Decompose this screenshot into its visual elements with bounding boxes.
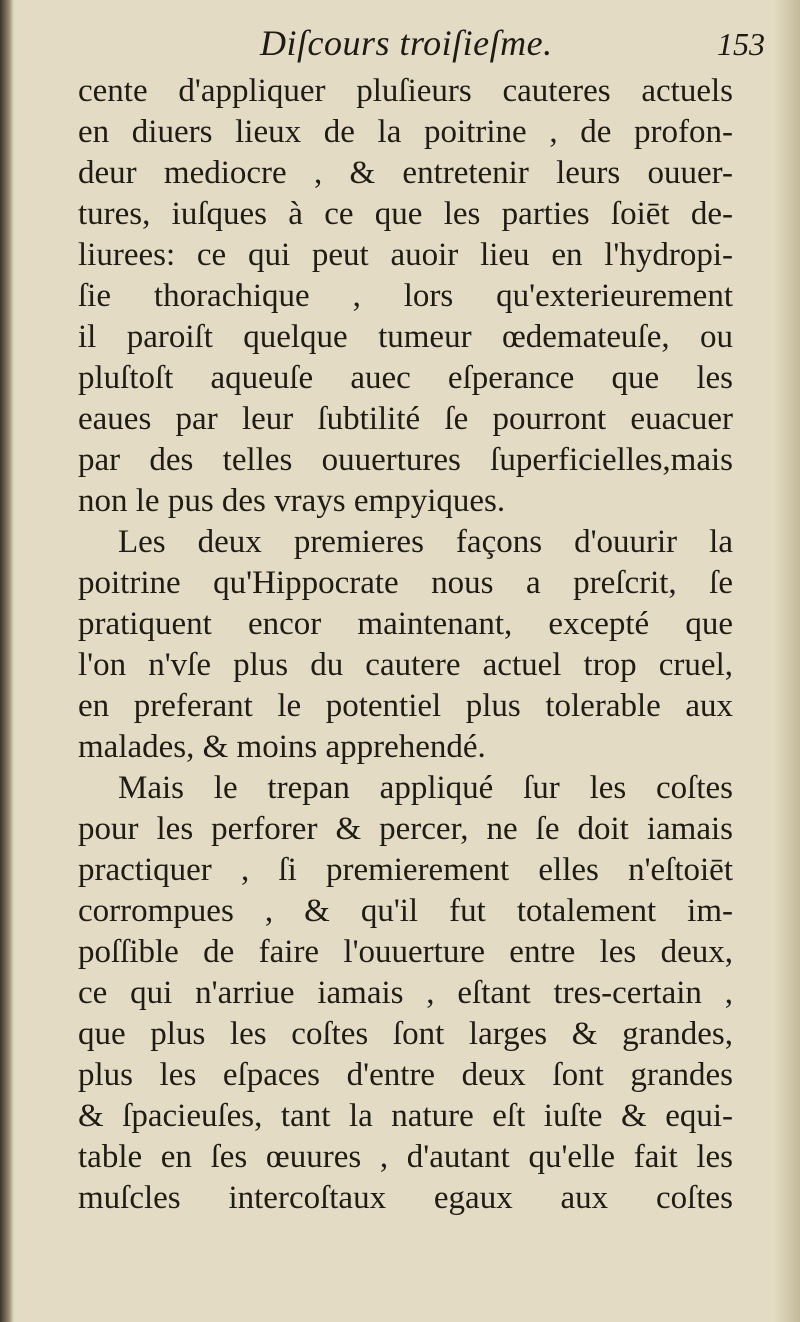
running-title: Diſcours troiſieſme. xyxy=(260,23,553,63)
text-line: que plus les coſtes ſont larges & grandes, xyxy=(78,1016,733,1052)
text-line: deur mediocre , & entretenir leurs ouuer- xyxy=(78,155,733,191)
text-line: par des telles ouuertures ſuperficielles,mais xyxy=(78,442,733,478)
text-line: muſcles intercoſtaux egaux aux coſtes xyxy=(78,1180,733,1216)
text-line: pratiquent encor maintenant, excepté que xyxy=(78,606,733,642)
paragraph-last-line: malades, & moins apprehendé. xyxy=(78,729,486,765)
text-line: ſie thorachique , lors qu'exterieurement xyxy=(78,278,733,314)
text-line: plus les eſpaces d'entre deux ſont grandes xyxy=(78,1057,733,1093)
paragraph-last-line: non le pus des vrays empyiques. xyxy=(78,483,506,519)
text-line: tures, iuſques à ce que les parties ſoiēt de- xyxy=(78,196,733,232)
text-line: pour les perforer & percer, ne ſe doit iamais xyxy=(78,811,733,847)
text-line: poſſible de faire l'ouuerture entre les deux, xyxy=(78,934,733,970)
page-header xyxy=(60,22,765,70)
text-line: & ſpacieuſes, tant la nature eſt iuſte & equi- xyxy=(78,1098,733,1134)
page-number: 153 xyxy=(717,26,765,62)
text-line: liurees: ce qui peut auoir lieu en l'hydropi- xyxy=(78,237,733,273)
paragraph-first-line: Les deux premieres façons d'ouurir la xyxy=(118,524,733,560)
text-line: table en ſes œuures , d'autant qu'elle fait les xyxy=(78,1139,733,1175)
text-line: eaues par leur ſubtilité ſe pourront euacuer xyxy=(78,401,733,437)
paragraph-first-line: Mais le trepan appliqué ſur les coſtes xyxy=(118,770,733,806)
body-text xyxy=(78,71,733,1219)
text-line: pluſtoſt aqueuſe auec eſperance que les xyxy=(78,360,733,396)
text-line: ce qui n'arriue iamais , eſtant tres-certain , xyxy=(78,975,733,1011)
text-line: l'on n'vſe plus du cautere actuel trop cruel, xyxy=(78,647,733,683)
text-line: poitrine qu'Hippocrate nous a preſcrit, ſe xyxy=(78,565,733,601)
text-line: en preferant le potentiel plus tolerable aux xyxy=(78,688,733,724)
text-line: practiquer , ſi premierement elles n'eſtoiēt xyxy=(78,852,733,888)
text-line: corrompues , & qu'il fut totalement im- xyxy=(78,893,733,929)
text-line: cente d'appliquer pluſieurs cauteres actuels xyxy=(78,73,733,109)
text-line: en diuers lieux de la poitrine , de profon- xyxy=(78,114,733,150)
text-line: il paroiſt quelque tumeur œdemateuſe, ou xyxy=(78,319,733,355)
